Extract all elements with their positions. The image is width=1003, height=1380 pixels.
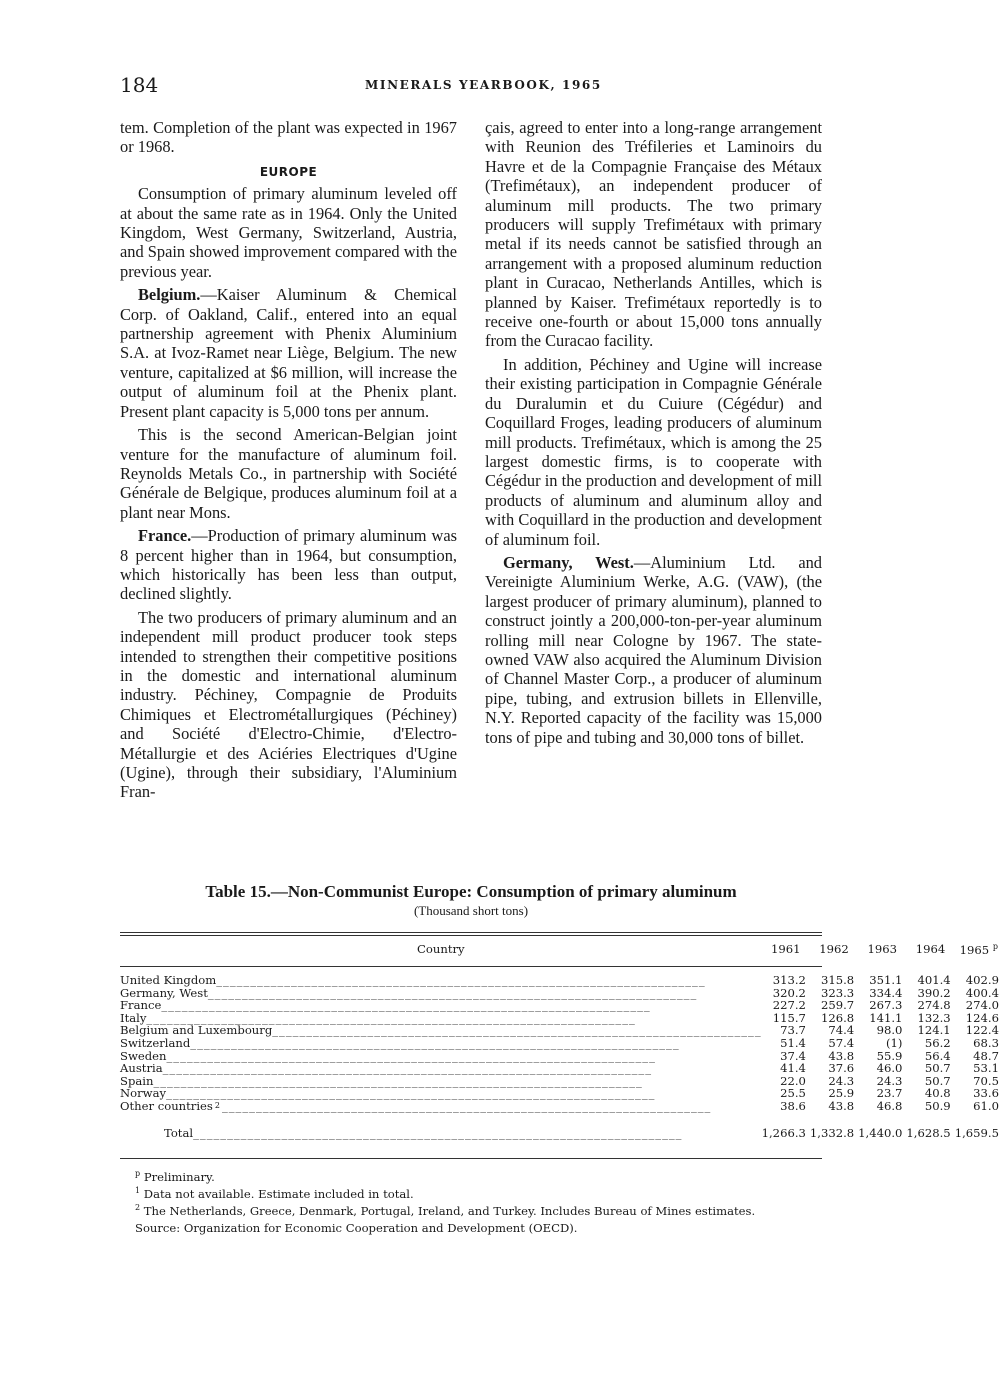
value-cell: 132.3 (917, 1010, 951, 1025)
footnote: $^p$ Preliminary. (135, 1169, 215, 1184)
table-row (120, 974, 1003, 987)
value-cell: 402.9 (965, 973, 999, 987)
table-body (120, 974, 1003, 1139)
value-cell: 274.8 (917, 998, 951, 1013)
value-cell: 124.1 (917, 1023, 951, 1038)
left-column (120, 118, 457, 806)
value-cell: 24.3 (828, 1073, 855, 1088)
value-cell: 24.3 (876, 1073, 903, 1088)
country-cell: France _____ (120, 999, 762, 1012)
country-cell: Norway _____ (120, 1087, 762, 1100)
value-cell: 126.8 (820, 1010, 855, 1025)
value-cell: 320.2 (772, 985, 806, 1000)
footnote-ref: 2 (214, 1100, 220, 1110)
country-cell: Austria _____ (120, 1062, 762, 1075)
table-row (120, 1100, 1003, 1113)
value-cell: 43.8 (828, 1048, 855, 1063)
value-cell: 124.6 (965, 1010, 999, 1025)
value-cell: 48.7 (973, 1048, 999, 1063)
country-cell: Spain _____ (120, 1075, 762, 1088)
value-cell: 68.3 (973, 1035, 999, 1050)
value-cell: 401.4 (917, 973, 951, 987)
value-cell: 115.7 (772, 1010, 806, 1025)
value-cell: 390.2 (917, 985, 951, 1000)
paragraph: France.—Production of primary aluminum was 8 percent higher than in 1964, but consumption, which historically has been less than output, declined slightly. (120, 526, 457, 604)
total-value-cell: 1,266.3 (761, 1125, 806, 1140)
value-cell: 73.7 (780, 1023, 806, 1038)
value-cell: 37.6 (828, 1061, 855, 1076)
paragraph: The two producers of primary aluminum and an independent mill product producer took steps intended to strengthen their competitive positions in the domestic and international aluminum industry. Péchiney, Compagnie de Produits Chimiques et Electrométallurgiques (Péchiney) and Société d'Electro-Chimie, d'Electro-Métallurgie et des Aciéries Electriques d'Ugine (Ugine), through their subsidiary, l'Aluminium Fran- (120, 607, 457, 802)
value-cell: 313.2 (772, 973, 806, 987)
paragraph: Consumption of primary aluminum leveled off at about the same rate as in 1964. Only the United Kingdom, West Germany, Switzerland, Austria, and Spain showed improvement compared with the previous year. (120, 184, 457, 281)
table-bottom-rule (120, 1158, 822, 1159)
column-header: 1961 (771, 942, 801, 956)
value-cell: 61.0 (973, 1098, 999, 1113)
value-cell: 23.7 (876, 1086, 903, 1101)
value-cell: 50.9 (924, 1098, 951, 1113)
value-cell: 46.0 (876, 1061, 903, 1076)
value-cell: 122.4 (965, 1023, 999, 1038)
table-header-row (120, 938, 1003, 960)
value-cell: 51.4 (780, 1035, 806, 1050)
paragraph: Belgium.—Kaiser Aluminum & Chemical Corp. of Oakland, Calif., entered into an equal partnership agreement with Phenix Aluminium S.A. at Ivoz-Ramet near Liège, Belgium. The new venture, capitalized at $6 million, will increase the output of aluminum foil at the Phenix plant. Present plant capacity is 5,000 tons per annum. (120, 285, 457, 421)
value-cell: 334.4 (869, 985, 903, 1000)
value-cell: 38.6 (780, 1098, 806, 1113)
country-cell: Italy _____ (120, 1012, 762, 1025)
total-value-cell: 1,659.5 (954, 1125, 999, 1140)
value-cell: 56.2 (924, 1035, 951, 1050)
country-cell: United Kingdom _____ (120, 974, 762, 987)
country-cell: Other countries 2 _____ (120, 1100, 762, 1113)
paragraph: Germany, West.—Aluminium Ltd. and Vereinigte Aluminium Werke, A.G. (VAW), (the largest producer of primary aluminum), planned to construct jointly a 200,000-ton-per-year aluminum rolling mill near Cologne by 1967. The state-owned VAW also acquired the Aluminum Division of Channel Master Corp., a producer of aluminum pipe, tubing, and extrusion billets in Ellenville, N.Y. Reported capacity of the facility was 15,000 tons of pipe and tubing and 30,000 tons of billet. (485, 552, 822, 747)
value-cell: 227.2 (772, 998, 806, 1013)
page-number: 184 (120, 73, 159, 97)
country-cell: Sweden _____ (120, 1050, 762, 1063)
value-cell: 37.4 (780, 1048, 806, 1063)
value-cell: 56.4 (924, 1048, 951, 1063)
value-cell: 351.1 (869, 973, 903, 987)
preliminary-mark: p (992, 941, 998, 951)
footnote: $^1$ Data not available. Estimate included in total. (135, 1185, 414, 1201)
table-row (120, 1062, 1003, 1075)
value-cell: 33.6 (973, 1086, 999, 1101)
paragraph: tem. Completion of the plant was expected in 1967 or 1968. (120, 118, 457, 157)
column-header: Country (417, 942, 465, 956)
table-row (120, 999, 1003, 1012)
value-cell: 22.0 (780, 1073, 806, 1088)
value-cell: 323.3 (820, 985, 855, 1000)
total-value-cell: 1,628.5 (906, 1125, 951, 1140)
paragraph: çais, agreed to enter into a long-range arrangement with Reunion des Tréfileries et Laminoirs du Havre et de la Compagnie Française des Métaux (Trefimétaux), an independent producer of aluminum mill products. The two primary producers will supply Trefimétaux with primary metal if its needs cannot be satisfied through an arrangement with a proposed aluminum reduction plant in Curacao, Netherlands Antilles, which is planned by Kaiser. Trefimétaux reportedly is to receive one-fourth or about 15,000 tons annually from the Curacao facility. (485, 118, 822, 351)
paragraph: In addition, Péchiney and Ugine will increase their existing participation in Compagnie Générale du Duralumin et du Cuiure (Cégédur) and Coquillard Froges, leading producers of aluminum mill products. Trefimétaux, which is among the 25 largest domestic firms, is to cooperate with Cégédur in the production and development of mill products of aluminum and aluminum alloy and with Coquillard in the production and development of aluminum foil. (485, 354, 822, 549)
value-cell: 25.9 (828, 1086, 855, 1101)
value-cell: 400.4 (965, 985, 999, 1000)
footnotes (135, 1167, 835, 1235)
running-title: MINERALS YEARBOOK, 1965 (365, 78, 602, 92)
country-cell: Belgium and Luxembourg _____ (120, 1024, 762, 1037)
right-column (485, 118, 822, 751)
table-subtitle: (Thousand short tons) (413, 903, 529, 918)
section-heading: EUROPE (259, 164, 318, 179)
value-cell: 50.7 (924, 1061, 951, 1076)
table-top-rule (120, 935, 822, 936)
value-cell: 70.5 (973, 1073, 999, 1088)
value-cell: 57.4 (828, 1035, 855, 1050)
value-cell: 98.0 (876, 1023, 903, 1038)
country-cell: Total _____ (120, 1127, 762, 1140)
value-cell: 315.8 (820, 973, 855, 987)
value-cell: 25.5 (780, 1086, 806, 1101)
value-cell: 43.8 (828, 1098, 855, 1113)
column-header: 1962 (819, 942, 849, 956)
table-total-row (120, 1127, 1003, 1140)
value-cell: (1) (885, 1035, 903, 1050)
table-row (120, 1037, 1003, 1050)
value-cell: 46.8 (876, 1098, 903, 1113)
paragraph: This is the second American-Belgian joint venture for the manufacture of aluminum foil. Reynolds Metals Co., in partnership with Société Générale de Belgique, produces aluminum foil at a plant near Mons. (120, 425, 457, 522)
value-cell: 74.4 (828, 1023, 855, 1038)
value-cell: 41.4 (780, 1061, 806, 1076)
table-title: Table 15.—Non-Communist Europe: Consumption of primary aluminum (205, 882, 737, 901)
run-in-heading: Belgium. (138, 285, 201, 305)
column-header: 1963 (867, 942, 898, 956)
run-in-heading: Germany, West. (503, 552, 634, 572)
value-cell: 50.7 (924, 1073, 951, 1088)
value-cell: 40.8 (924, 1086, 951, 1101)
value-cell: 55.9 (876, 1048, 903, 1063)
total-value-cell: 1,332.8 (809, 1125, 855, 1140)
footnote: $^2$ The Netherlands, Greece, Denmark, Portugal, Ireland, and Turkey. Includes Bureau of Mines estimates. (135, 1202, 756, 1218)
value-cell: 259.7 (820, 998, 855, 1013)
total-value-cell: 1,440.0 (858, 1125, 903, 1140)
column-header: 1965 $^p$ (959, 941, 998, 957)
table-top-rule (120, 932, 822, 933)
value-cell: 53.1 (973, 1061, 999, 1076)
value-cell: 274.0 (965, 998, 999, 1013)
country-cell: Germany, West _____ (120, 987, 762, 1000)
consumption-table (120, 938, 1003, 1139)
column-header: 1964 (915, 942, 946, 956)
value-cell: 267.3 (869, 998, 903, 1013)
country-cell: Switzerland _____ (120, 1037, 762, 1050)
value-cell: 141.1 (869, 1010, 903, 1025)
source-note: Source: Organization for Economic Cooperation and Development (OECD). (135, 1220, 578, 1235)
run-in-heading: France. (138, 526, 192, 546)
